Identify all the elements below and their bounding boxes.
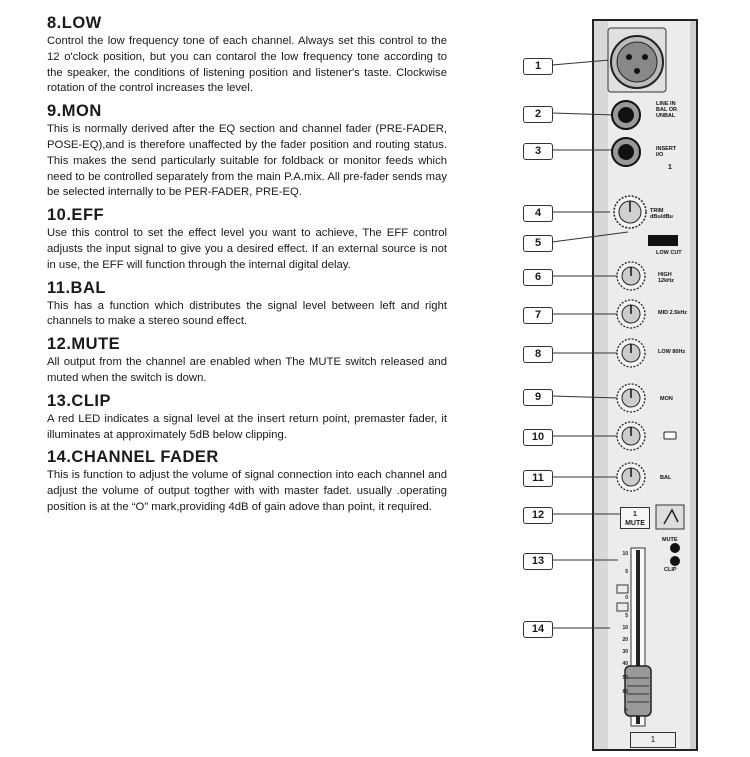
section-mute <box>47 333 447 387</box>
fader-scale-label: 5 <box>625 613 628 619</box>
callout-11: 11 <box>523 470 553 487</box>
section-eff <box>47 204 447 273</box>
fader-scale-label: ∞ <box>624 707 628 713</box>
callout-7: 7 <box>523 307 553 324</box>
section-title: 12.MUTE <box>47 335 121 354</box>
callout-5: 5 <box>523 235 553 252</box>
section-body: This has a function which distributes the signal level between left and right channels to make a stereo sound effect. <box>47 299 447 328</box>
line-in-jack-hole <box>618 107 634 123</box>
xlr-pin-3 <box>634 68 640 74</box>
fader-cap <box>625 666 651 716</box>
section-bal <box>47 277 447 331</box>
fader-scale-label: 60 <box>622 689 628 695</box>
fader-scale-label: 30 <box>622 649 628 655</box>
section-title: 10.EFF <box>47 206 105 225</box>
callout-3: 3 <box>523 143 553 160</box>
low-cut-label: LOW CUT <box>656 250 682 256</box>
section-body: Use this control to set the effect level you want to achieve, The EFF control adjusts the input signal to give you a desired effect. If an external source is not in use, the EFF will function through the internal digital delay. <box>47 227 447 271</box>
section-clip <box>47 390 447 444</box>
channel-strip-figure <box>490 0 750 757</box>
callout-1: 1 <box>523 58 553 75</box>
section-title: 13.CLIP <box>47 391 112 410</box>
low-cut-switch <box>648 235 678 246</box>
section-body: All output from the channel are enabled when The MUTE switch released and muted when the switch is down. <box>47 356 447 384</box>
section-title: 14.CHANNEL FADER <box>47 448 219 467</box>
fader-scale-label: 50 <box>622 675 628 681</box>
callout-14: 14 <box>523 621 553 638</box>
high-label: HIGH 12kHz <box>658 272 674 284</box>
mute-button-label: MUTE <box>625 520 645 527</box>
mid-label: MID 2.5kHz <box>658 310 688 316</box>
panel-right-rail <box>690 21 696 749</box>
section-body: This is function to adjust the volume of signal connection into each channel and adjust the volume of output togther with with master fadet. usually .operating position is at the “O” mark,providing 4dB of gain adove than point, it required. <box>47 469 447 513</box>
callout-10: 10 <box>523 429 553 446</box>
line-in-label: LINE IN BAL OR UNBAL <box>656 101 677 119</box>
section-title: 11.BAL <box>47 278 106 297</box>
mute-led <box>670 543 680 553</box>
mute-led-label: MUTE <box>662 537 678 543</box>
section-title: 9.MON <box>47 102 102 121</box>
fader-scale-label: 5 <box>625 569 628 575</box>
section-channel-fader <box>47 446 447 515</box>
section-body: This is normally derived after the EQ section and channel fader (PRE-FADER, POSE-EQ),and is therefore unaffected by the fader position and routing status. This makes the send particularly suitable for foldback or monitor feeds which need to be controlled separately from the main P.A.mix. All pre-fader sends may be selected internally to be PER-FADER, PRE-EQ. <box>47 123 447 199</box>
xlr-pin-2 <box>642 54 648 60</box>
xlr-pin-1 <box>626 54 632 60</box>
xlr-connector-inner <box>617 42 657 82</box>
callout-6: 6 <box>523 269 553 286</box>
panel-left-rail <box>594 21 608 749</box>
mute-button[interactable] <box>620 507 650 529</box>
fader-scale-label: 0 <box>625 595 628 601</box>
callout-4: 4 <box>523 205 553 222</box>
callout-9: 9 <box>523 389 553 406</box>
callout-12: 12 <box>523 507 553 524</box>
low-label: LOW 80Hz <box>658 349 686 355</box>
gain-label: TRIM dBu/dBu <box>650 208 673 220</box>
callout-13: 13 <box>523 553 553 570</box>
section-body: Control the low frequency tone of each channel. Always set this control to the 12 o'clock position, but you can contarol the low frequency tone according to the speaker, the conditions of listening position and listener's taste. Clockwise rotation of the control increases the level. <box>47 35 447 95</box>
fader-scale-label: 40 <box>622 661 628 667</box>
section-mon <box>47 100 447 201</box>
callout-8: 8 <box>523 346 553 363</box>
fader-scale-label: 20 <box>622 637 628 643</box>
insert-jack-hole <box>618 144 634 160</box>
manual-text-column <box>47 12 447 519</box>
section-low <box>47 12 447 97</box>
mute-button-number: 1 <box>633 511 637 518</box>
bal-label: BAL <box>660 475 672 481</box>
clip-led-label: CLIP <box>664 567 677 573</box>
mon-label: MON <box>660 396 673 402</box>
channel-number-tab: 1 <box>630 732 676 748</box>
clip-led <box>670 556 680 566</box>
insert-number: 1 <box>668 164 672 171</box>
insert-label: INSERT I/O <box>656 146 677 158</box>
mute-switch-housing <box>656 505 684 529</box>
eff-symbol-icon <box>664 432 676 439</box>
section-body: A red LED indicates a signal level at the insert return point, premaster fader, it illuminates at approximately 5dB below clipping. <box>47 412 447 441</box>
callout-2: 2 <box>523 106 553 123</box>
fader-scale-label: 10 <box>622 551 628 557</box>
section-title: 8.LOW <box>47 14 102 32</box>
fader-scale-label: 10 <box>622 625 628 631</box>
